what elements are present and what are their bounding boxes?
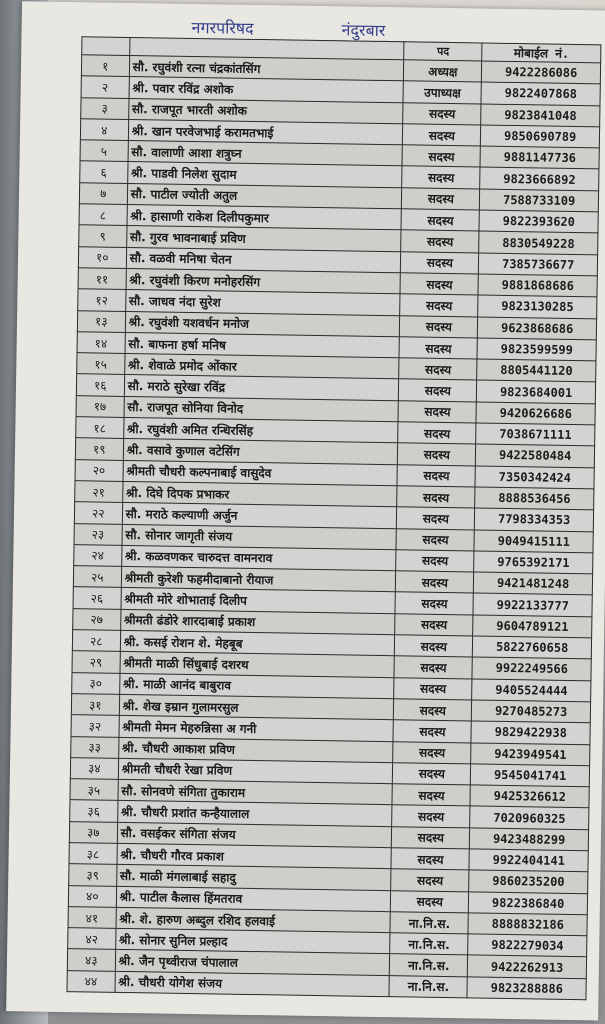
mobile-cell: 7020960325 [470, 806, 589, 829]
post-cell: सदस्य [392, 826, 470, 849]
document-sheet [6, 1, 605, 1020]
post-cell: सदस्य [397, 507, 475, 530]
mobile-cell: 7588733109 [480, 189, 599, 212]
number-cell: ३८ [69, 843, 117, 865]
number-cell: २१ [75, 481, 123, 503]
post-cell: सदस्य [400, 273, 478, 296]
post-cell: सदस्य [399, 337, 477, 360]
mobile-cell: 9922133777 [473, 593, 592, 616]
name-cell: सौ. बाफना हर्षा मनिष [125, 332, 400, 358]
post-cell: सदस्य [397, 464, 475, 487]
number-cell: ३० [72, 672, 120, 694]
name-cell: सौ. पाटील ज्योती अतुल [127, 183, 402, 209]
name-cell: सौ. राजपूत सोनिया विनोद [124, 396, 399, 422]
post-cell: सदस्य [399, 379, 477, 402]
mobile-cell: 8888832186 [468, 913, 587, 936]
number-cell: ९ [79, 225, 127, 247]
members-table [66, 36, 601, 1000]
mobile-cell: 9881147736 [480, 146, 599, 169]
post-cell: सदस्य [397, 486, 475, 509]
name-cell: श्री. चौधरी योगेश संजय [115, 971, 390, 997]
post-cell: सदस्य [401, 230, 479, 253]
name-cell: श्री. सोनार सुनिल प्रल्हाद [115, 929, 390, 955]
number-cell: ७ [79, 182, 127, 204]
mobile-cell: 9822279034 [468, 934, 587, 957]
mobile-cell: 9881868686 [478, 274, 597, 297]
number-cell: २४ [74, 544, 122, 566]
number-cell: १ [81, 55, 129, 77]
name-cell: सौ. रघुवंशी रत्ना चंद्रकांतसिंग [129, 55, 404, 81]
number-cell: २७ [73, 608, 121, 630]
mobile-cell: 9823684001 [477, 380, 596, 403]
name-cell: श्री. चौधरी आकाश प्रविण [118, 737, 393, 763]
post-cell: सदस्य [396, 550, 474, 573]
mobile-cell: 9623868686 [478, 317, 597, 340]
post-cell: सदस्य [394, 656, 472, 679]
post-cell: ना.नि.स. [390, 912, 468, 935]
number-cell: १४ [77, 332, 125, 354]
name-cell: श्री. शे. हारुण अब्दुल रशिद हलवाई [116, 907, 391, 933]
name-cell: सौ. सोनार जागृती संजय [122, 524, 397, 550]
number-cell: ३१ [71, 694, 119, 716]
post-cell: ना.नि.स. [390, 954, 468, 977]
post-cell: सदस्य [398, 401, 476, 424]
mobile-cell: 9405524444 [472, 679, 591, 702]
mobile-cell: 9823841048 [481, 104, 600, 127]
post-cell: उपाध्यक्ष [403, 81, 481, 104]
mobile-cell: 9822386840 [469, 891, 588, 914]
number-cell: ४ [80, 119, 128, 141]
mobile-cell: 9850690789 [481, 125, 600, 148]
number-cell: २९ [72, 651, 120, 673]
name-cell: श्री. चौधरी प्रशांत कन्हैयालाल [117, 801, 392, 827]
mobile-cell: 9823666892 [480, 167, 599, 190]
name-cell: श्री. पाडवी निलेश सुदाम [127, 162, 402, 188]
post-cell: सदस्य [398, 443, 476, 466]
mobile-cell: 9822393620 [479, 210, 598, 233]
number-cell: ४० [68, 885, 116, 907]
number-cell: ३७ [69, 821, 117, 843]
mobile-cell: 7350342424 [475, 466, 594, 489]
number-cell: ३६ [70, 800, 118, 822]
name-cell: श्रीमती मेमन मेहरुन्निसा अ गनी [119, 716, 394, 742]
number-cell: १६ [76, 374, 124, 396]
name-cell: सौ. मराठे कल्याणी अर्जुन [122, 503, 397, 529]
number-cell: ३९ [69, 864, 117, 886]
post-cell: सदस्य [391, 848, 469, 871]
number-cell: ४२ [68, 928, 116, 950]
mobile-cell: 9270485273 [472, 700, 591, 723]
mobile-cell: 9822407868 [481, 82, 600, 105]
mobile-cell: 9823288886 [467, 977, 586, 1000]
post-cell: सदस्य [393, 763, 471, 786]
name-cell: श्री. माळी आनंद बाबुराव [119, 673, 394, 699]
header-mobile: मोबाईल नं. [482, 43, 601, 63]
number-cell: १९ [75, 438, 123, 460]
number-cell: २५ [73, 566, 121, 588]
mobile-cell: 9421481248 [474, 572, 593, 595]
mobile-cell: 8888536456 [475, 487, 594, 510]
post-cell: ना.नि.स. [390, 933, 468, 956]
name-cell: सौ. वसईकर संगिता संजय [117, 822, 392, 848]
number-cell: ३३ [71, 736, 119, 758]
number-cell: १५ [77, 353, 125, 375]
post-cell: सदस्य [401, 251, 479, 274]
name-cell: श्री. खान परवेजभाई करामतभाई [128, 119, 403, 145]
mobile-cell: 9049415111 [474, 529, 593, 552]
post-cell: सदस्य [395, 635, 473, 658]
number-cell: ५ [80, 140, 128, 162]
name-cell: श्रीमती चौधरी रेखा प्रविण [118, 758, 393, 784]
name-cell: श्री. चौधरी गौरव प्रकाश [117, 843, 392, 869]
mobile-cell: 9420626686 [476, 402, 595, 425]
name-cell: सौ. गुरव भावनाबाई प्रविण [126, 226, 401, 252]
number-cell: ३२ [71, 715, 119, 737]
post-cell: सदस्य [391, 869, 469, 892]
post-cell: सदस्य [401, 209, 479, 232]
name-cell: सौ. वळवी मनिषा चेतन [126, 247, 401, 273]
number-cell: १७ [76, 395, 124, 417]
post-cell: सदस्य [400, 315, 478, 338]
post-cell: सदस्य [393, 720, 471, 743]
mobile-cell: 7385736677 [479, 253, 598, 276]
mobile-cell: 9423949541 [471, 742, 590, 765]
mobile-cell: 7798334353 [475, 508, 594, 531]
post-cell: सदस्य [394, 677, 472, 700]
number-cell: ८ [79, 204, 127, 226]
mobile-cell: 8830549228 [479, 231, 598, 254]
post-cell: अध्यक्ष [404, 60, 482, 83]
number-cell: २२ [74, 502, 122, 524]
mobile-cell: 8805441120 [477, 359, 596, 382]
post-cell: सदस्य [396, 528, 474, 551]
post-cell: सदस्य [391, 890, 469, 913]
handwritten-city: नंदुरबार [341, 20, 386, 40]
name-cell: श्री. हासाणी राकेश दिलीपकुमार [127, 205, 402, 231]
number-cell: ११ [78, 268, 126, 290]
mobile-cell: 9922249566 [472, 657, 591, 680]
number-cell: ४१ [68, 907, 116, 929]
mobile-cell: 9823599599 [477, 338, 596, 361]
post-cell: सदस्य [396, 571, 474, 594]
mobile-cell: 9860235200 [469, 870, 588, 893]
name-cell: श्रीमती मोरे शोभाताई दिलीप [121, 588, 396, 614]
handwritten-council: नगरपरिषद [191, 17, 254, 38]
name-cell: श्री. कसई रोशन शे. मेहबूब [120, 630, 395, 656]
number-cell: १८ [76, 417, 124, 439]
mobile-cell: 9765392171 [474, 551, 593, 574]
mobile-cell: 9922404141 [469, 849, 588, 872]
number-cell: ३ [81, 97, 129, 119]
number-cell: १३ [77, 310, 125, 332]
name-cell: श्री. शेख इम्रान गुलामरसुल [119, 694, 394, 720]
name-cell: सौ. जाधव नंदा सुरेश [125, 290, 400, 316]
mobile-cell: 9829422938 [471, 721, 590, 744]
post-cell: सदस्य [398, 422, 476, 445]
mobile-cell: 9604789121 [473, 615, 592, 638]
name-cell: सौ. वालाणी आशा शत्रुघ्न [128, 141, 403, 167]
post-cell: सदस्य [394, 699, 472, 722]
mobile-cell: 9545041741 [471, 764, 590, 787]
post-cell: सदस्य [402, 145, 480, 168]
post-cell: सदस्य [402, 188, 480, 211]
mobile-cell: 7038671111 [476, 423, 595, 446]
number-cell: ४४ [67, 970, 115, 992]
number-cell: २६ [73, 587, 121, 609]
post-cell: सदस्य [395, 592, 473, 615]
name-cell: सौ. माळी मंगलाबाई सहादु [116, 865, 391, 891]
name-cell: श्रीमती चौधरी कल्पनाबाई वासुदेव [123, 460, 398, 486]
name-cell: श्री. रघुवंशी अमित रन्धिरसिंह [123, 417, 398, 443]
name-cell: सौ. सोनवणे संगिता तुकाराम [118, 779, 393, 805]
name-cell: श्री. वसावे कुणाल वटेसिंग [123, 439, 398, 465]
post-cell: सदस्य [393, 741, 471, 764]
name-cell: श्री. शेवाळे प्रमोद ओंकार [124, 354, 399, 380]
name-cell: श्री. पाटील कैलास हिंमतराव [116, 886, 391, 912]
number-cell: २० [75, 459, 123, 481]
mobile-cell: 9423488299 [470, 828, 589, 851]
name-cell: श्री. दिघे दिपक प्रभाकर [122, 481, 397, 507]
mobile-cell: 9422286086 [482, 61, 601, 84]
number-cell: २ [81, 76, 129, 98]
header-number [82, 37, 130, 56]
name-cell: सौ. मराठे सुरेखा रविंद्र [124, 375, 399, 401]
number-cell: २८ [72, 630, 120, 652]
name-cell: श्रीमती माळी सिंधुबाई दशरथ [120, 652, 395, 678]
name-cell: श्री. रघुवंशी किरण मनोहरसिंग [126, 268, 401, 294]
name-cell: श्री. जैन पृथ्वीराज चंपालाल [115, 950, 390, 976]
post-cell: सदस्य [402, 166, 480, 189]
name-cell: सौ. राजपूत भारती अशोक [128, 98, 403, 124]
name-cell: श्रीमती ढंडोरे शारदाबाई प्रकाश [120, 609, 395, 635]
name-cell: श्री. पवार रविंद्र अशोक [129, 77, 404, 103]
mobile-cell: 5822760658 [473, 636, 592, 659]
post-cell: सदस्य [399, 358, 477, 381]
number-cell: ४३ [67, 949, 115, 971]
mobile-cell: 9422580484 [476, 444, 595, 467]
name-cell: श्री. कळवणकर चारुदत्त वामनराव [121, 545, 396, 571]
number-cell: १२ [78, 289, 126, 311]
post-cell: सदस्य [392, 805, 470, 828]
name-cell: श्री. रघुवंशी यशवर्धन मनोज [125, 311, 400, 337]
number-cell: ३५ [70, 779, 118, 801]
mobile-cell: 9422262913 [468, 955, 587, 978]
post-cell: सदस्य [395, 613, 473, 636]
post-cell: सदस्य [403, 124, 481, 147]
number-cell: १० [78, 246, 126, 268]
name-cell: श्रीमती कुरेशी फहमीदाबानो रीयाज [121, 567, 396, 593]
mobile-cell: 9823130285 [478, 295, 597, 318]
post-cell: सदस्य [392, 784, 470, 807]
post-cell: सदस्य [403, 102, 481, 125]
mobile-cell: 9425326612 [470, 785, 589, 808]
post-cell: ना.नि.स. [389, 975, 467, 998]
number-cell: २३ [74, 523, 122, 545]
post-cell: सदस्य [400, 294, 478, 317]
header-post: पद [404, 42, 482, 61]
number-cell: ६ [80, 161, 128, 183]
number-cell: ३४ [70, 757, 118, 779]
